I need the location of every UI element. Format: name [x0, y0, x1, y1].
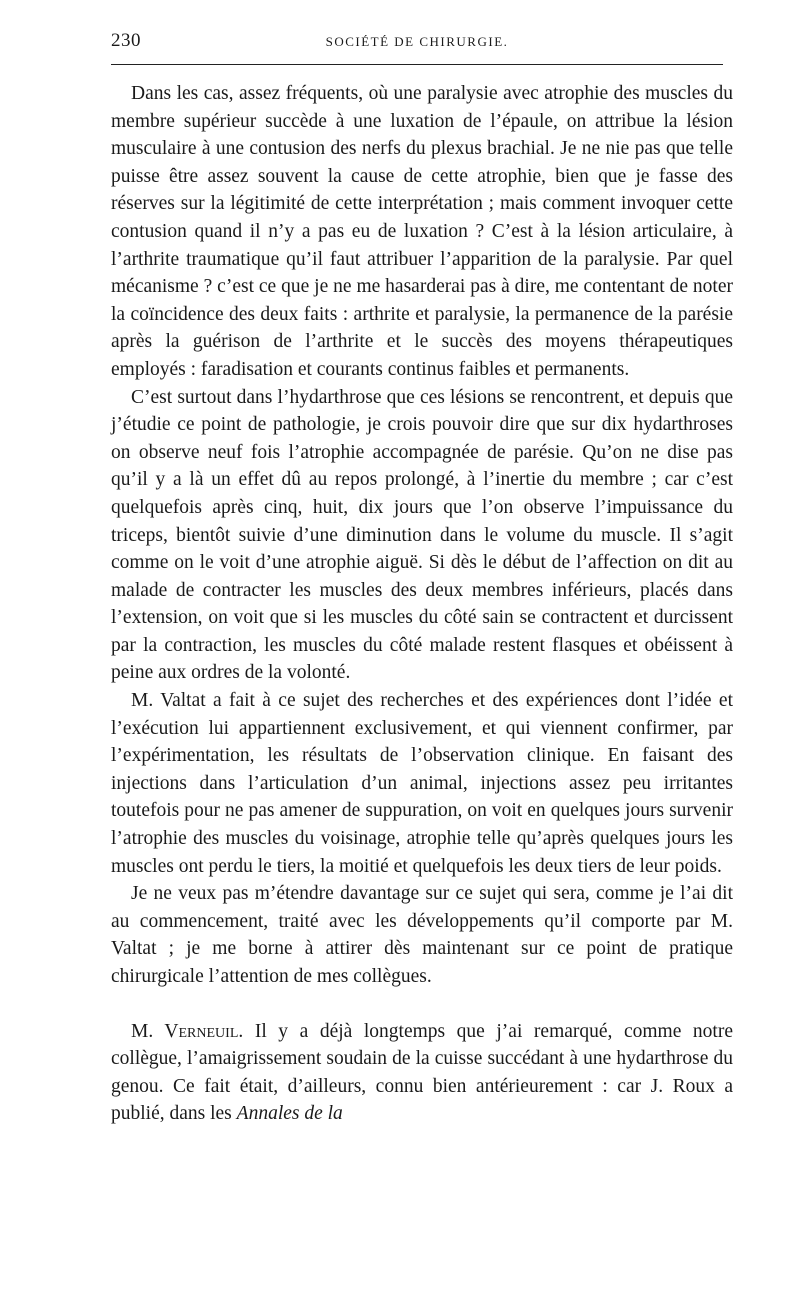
body-text: [111, 80, 733, 1128]
discussion-paragraph: [111, 1018, 733, 1128]
speaker-name: M. Verneuil.: [131, 1020, 244, 1042]
running-head: SOCIÉTÉ DE CHIRURGIE.: [325, 34, 509, 49]
page-number: 230: [111, 30, 141, 51]
discussion-text: Il y a déjà longtemps que j’ai remarqué, comme notre collègue, l’amaigrissement soudain de la cuisse succédant à une hydarthrose du genou. Ce fait était, d’ailleurs, connu bien antérieurement : car J. Roux a publié, dans les: [111, 1020, 734, 1125]
paragraph-1: Dans les cas, assez fréquents, où une paralysie avec atrophie des muscles du membre supérieur succède à une luxation de l’épaule, on attribue la lésion musculaire à une contusion des nerfs du plexus brachial. Je ne nie pas que telle puisse être assez souvent la cause de cette atrophie, bien que je fasse des réserves sur la légitimité de cette interprétation ; mais comment invoquer cette contusion quand il n’y a pas eu de luxation ? C’est à la lésion articulaire, à l’arthrite traumatique qu’il faut attribuer l’apparition de la paralysie. Par quel mécanisme ? c’est ce que je ne me hasarderai pas à dire, me contentant de noter la coïncidence des deux faits : arthrite et paralysie, la permanence de la parésie après la guérison de l’arthrite et le succès des moyens thérapeutiques employés : faradisation et courants continus faibles et permanents.: [111, 83, 733, 380]
paragraph-2: C’est surtout dans l’hydarthrose que ces lésions se rencontrent, et depuis que j’étudie ce point de pathologie, je crois pouvoir dire que sur dix hydarthroses on observe neuf fois l’atrophie accompagnée de parésie. Qu’on ne dise pas qu’il y a là un effet dû au repos prolongé, à l’inertie du membre ; car c’est quelquefois après cinq, huit, dix jours que l’on observe l’impuissance du triceps, bientôt suivie d’une diminution dans le volume du muscle. Il s’agit comme on le voit d’une atrophie aiguë. Si dès le début de l’affection on dit au malade de contracter les muscles des deux membres inférieurs, placés dans l’extension, on voit que si les muscles du côté sain se contractent et durcissent par la contraction, les muscles du côté malade restent flasques et obéissent à peine aux ordres de la volonté.: [111, 386, 733, 684]
paragraph-3: M. Valtat a fait à ce sujet des recherches et des expériences dont l’idée et l’exécution lui appartiennent exclusivement, et qui viennent confirmer, par l’expérimentation, les résultats de l’observation clinique. En faisant des injections dans l’articulation d’un animal, injections assez peu irritantes toutefois pour ne pas amener de suppuration, on voit en quelques jours survenir l’atrophie des muscles du voisinage, atrophie telle qu’après quelques jours les muscles ont perdu le tiers, la moitié et quelquefois les deux tiers de leur poids.: [111, 690, 733, 877]
page-header: [111, 24, 723, 64]
header-rule: [111, 64, 723, 65]
paragraph-4: Je ne veux pas m’étendre davantage sur ce sujet qui sera, comme je l’ai dit au commencement, traité avec les développements qu’il comporte par M. Valtat ; je me borne à attirer dès maintenant sur ce point de pratique chirurgicale l’attention de mes collègues.: [111, 883, 733, 987]
journal-title: Annales de la: [236, 1103, 343, 1125]
